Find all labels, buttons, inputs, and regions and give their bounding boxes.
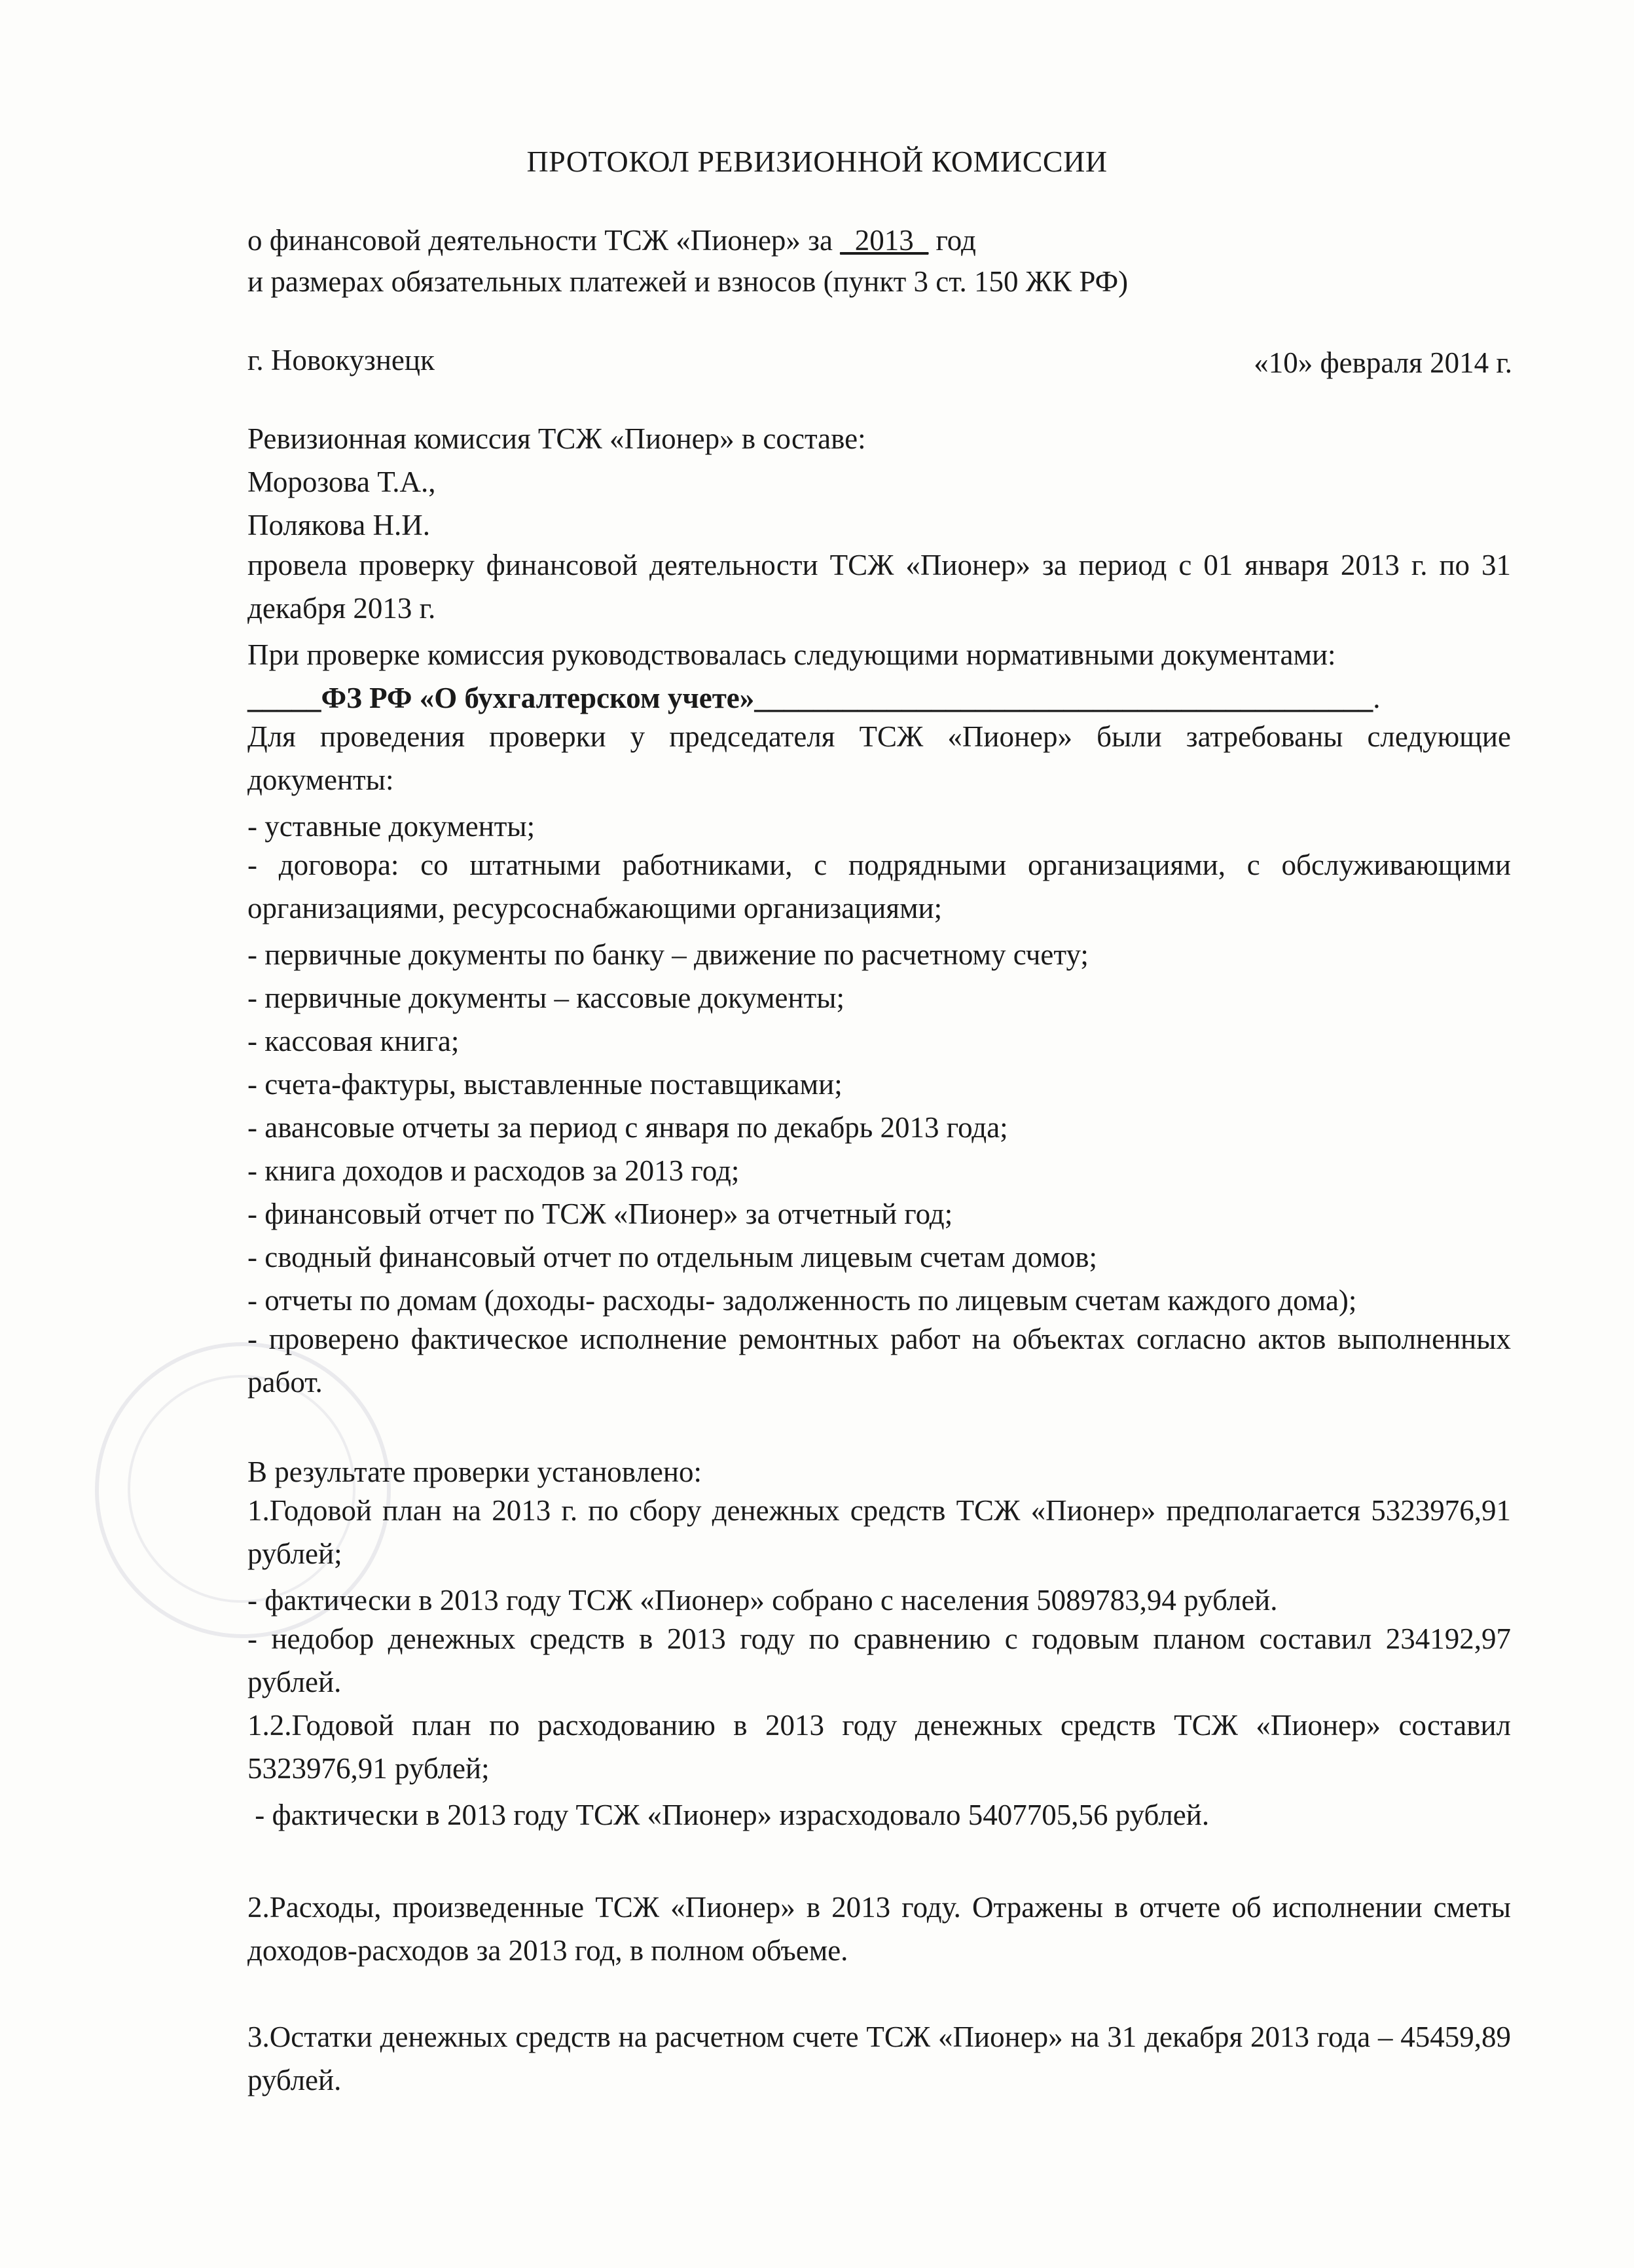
result-item: - фактически в 2013 году ТСЖ «Пионер» собрано с населения 5089783,94 рублей. [247,1584,1278,1617]
list-item: - отчеты по домам (доходы- расходы- задолженность по лицевым счетам каждого дома); [247,1284,1357,1317]
normative-document [247,684,1381,713]
result-intro: В результате проверки установлено: [247,1455,702,1488]
list-item: - авансовые отчеты за период с января по декабрь 2013 года; [247,1111,1008,1144]
list-item: - счета-фактуры, выставленные поставщиками; [247,1068,843,1101]
normative-doc-name: _____ФЗ РФ «О бухгалтерском учете»__________________________________________ [247,682,1373,714]
list-item: - книга доходов и расходов за 2013 год; [247,1154,740,1187]
commission-intro: Ревизионная комиссия ТСЖ «Пионер» в составе: [247,422,866,455]
list-item: - проверено фактическое исполнение ремонтных работ на объектах согласно актов выполненных работ. [247,1323,1511,1399]
result-item: 2.Расходы, произведенные ТСЖ «Пионер» в 2013 году. Отражены в отчете об исполнении сметы доходов-расходов за 2013 год, в полном объеме. [247,1891,1511,1967]
subtitle-line-1 [247,226,976,255]
document-date: «10» февраля 2014 г. [1254,346,1512,379]
subtitle-text-end: год [928,224,976,257]
list-item: - первичные документы – кассовые документы; [247,981,845,1014]
list-item: - финансовый отчет по ТСЖ «Пионер» за отчетный год; [247,1198,953,1230]
list-item: - первичные документы по банку – движение по расчетному счету; [247,938,1089,971]
result-item: - фактически в 2013 году ТСЖ «Пионер» израсходовало 5407705,56 рублей. [247,1799,1210,1831]
list-item: - кассовая книга; [247,1025,460,1057]
result-item: 3.Остатки денежных средств на расчетном счете ТСЖ «Пионер» на 31 декабря 2013 года – 45459,89 рублей. [247,2021,1511,2096]
subtitle-text: о финансовой деятельности ТСЖ «Пионер» за [247,224,841,257]
documents-intro: Для проведения проверки у председателя ТСЖ «Пионер» были затребованы следующие документы: [247,720,1511,796]
normative-intro: При проверке комиссия руководствовалась следующими нормативными документами: [247,638,1336,671]
commission-member: Полякова Н.И. [247,509,431,541]
city: г. Новокузнецк [247,344,435,376]
subtitle-line-2: и размерах обязательных платежей и взносов (пункт 3 ст. 150 ЖК РФ) [247,265,1129,298]
commission-member: Морозова Т.А., [247,466,436,498]
list-item: - договора: со штатными работниками, с подрядными организациями, с обслуживающими организациями, ресурсоснабжающими организациями; [247,849,1511,924]
normative-doc-period: . [1373,682,1381,714]
result-item: 1.2.Годовой план по расходованию в 2013 году денежных средств ТСЖ «Пионер» составил 5323976,91 рублей; [247,1709,1511,1785]
document-title: ПРОТОКОЛ РЕВИЗИОННОЙ КОМИССИИ [526,145,1108,178]
result-item: - недобор денежных средств в 2013 году по сравнению с годовым планом составил 234192,97 рублей. [247,1622,1511,1698]
report-year: _2013_ [840,224,929,257]
list-item: - уставные документы; [247,810,536,843]
result-item: 1.Годовой план на 2013 г. по сбору денежных средств ТСЖ «Пионер» предполагается 5323976,91 рублей; [247,1494,1511,1570]
list-item: - сводный финансовый отчет по отдельным лицевым счетам домов; [247,1241,1098,1273]
check-period: провела проверку финансовой деятельности ТСЖ «Пионер» за период с 01 января 2013 г. по 31 декабря 2013 г. [247,549,1511,625]
